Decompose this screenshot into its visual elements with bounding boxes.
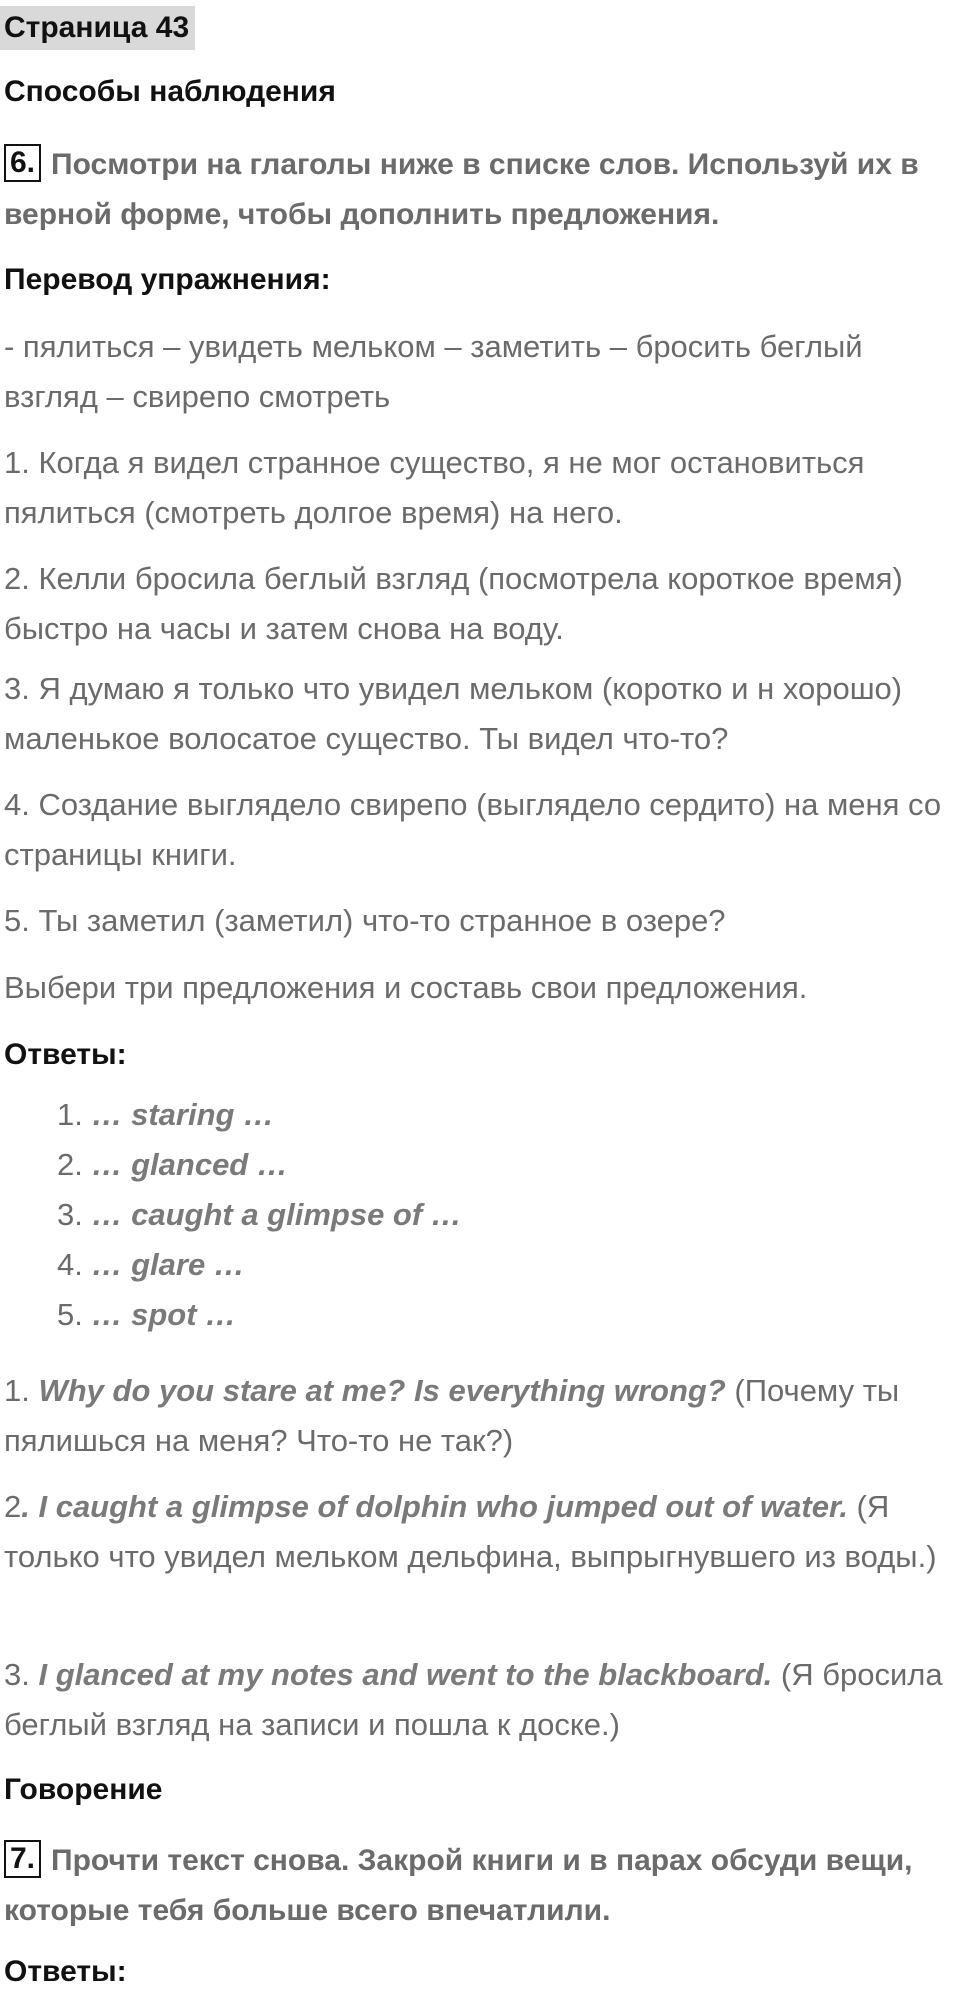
answers-list xyxy=(57,1090,462,1340)
translation-heading: Перевод упражнения: xyxy=(4,263,331,296)
translation-sentence-2: 2. Келли бросила беглый взгляд (посмотрела короткое время) быстро на часы и затем снова на воду. xyxy=(4,561,903,646)
page-label: Страница 43 xyxy=(0,6,195,50)
task-number: 7. xyxy=(4,1840,41,1878)
answer-item: 2. … glanced … xyxy=(57,1147,288,1182)
answer-item: 1. … staring … xyxy=(57,1097,275,1132)
task-text: Прочти текст снова. Закрой книги и в парах обсуди вещи, которые тебя больше всего впечатлили. xyxy=(4,1844,913,1927)
section-title: Способы наблюдения xyxy=(4,75,336,108)
answer-item: 5. … spot … xyxy=(57,1297,237,1332)
translation-sentence-1: 1. Когда я видел странное существо, я не мог остановиться пялиться (смотреть долгое время) на него. xyxy=(4,445,865,530)
speaking-heading: Говорение xyxy=(4,1773,163,1806)
answers-heading: Ответы: xyxy=(4,1038,127,1071)
own-sentence-1: 1. Why do you stare at me? Is everything wrong? (Почему ты пялишься на меня? Что-то не так?) xyxy=(4,1373,900,1458)
answers-heading-2: Ответы: xyxy=(4,1955,127,1988)
instruction-text: Выбери три предложения и составь свои предложения. xyxy=(4,970,808,1005)
translation-sentence-3: 3. Я думаю я только что увидел мельком (коротко и н хорошо) маленькое волосатое существо. Ты видел что-то? xyxy=(4,671,903,756)
task-6 xyxy=(4,140,954,240)
word-list: - пялиться – увидеть мельком – заметить – бросить беглый взгляд – свирепо смотреть xyxy=(4,329,863,414)
task-number: 6. xyxy=(4,144,41,182)
translation-sentence-4: 4. Создание выглядело свирепо (выглядело сердито) на меня со страницы книги. xyxy=(4,787,942,872)
task-text: Посмотри на глаголы ниже в списке слов. Используй их в верной форме, чтобы дополнить предложения. xyxy=(4,148,919,231)
translation-sentence-5: 5. Ты заметил (заметил) что-то странное в озере? xyxy=(4,903,726,938)
task-7 xyxy=(4,1836,954,1936)
answer-item: 4. … glare … xyxy=(57,1247,245,1282)
own-sentence-2: 2. I caught a glimpse of dolphin who jumped out of water. (Я только что увидел мельком дельфина, выпрыгнувшего из воды.) xyxy=(4,1489,937,1574)
answer-item: 3. … caught a glimpse of … xyxy=(57,1197,462,1232)
own-sentence-3: 3. I glanced at my notes and went to the blackboard. (Я бросила беглый взгляд на записи и пошла к доске.) xyxy=(4,1657,943,1742)
